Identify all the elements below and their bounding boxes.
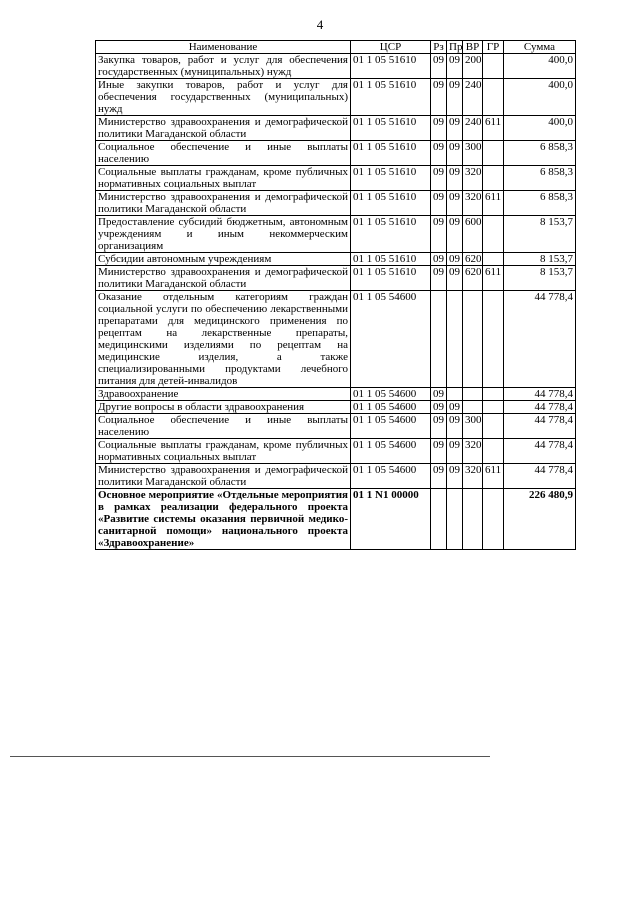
row-rz: 09	[431, 464, 447, 489]
header-name: Наименование	[96, 41, 351, 54]
row-pr: 09	[447, 116, 463, 141]
row-rz: 09	[431, 141, 447, 166]
row-pr	[447, 489, 463, 550]
row-rz: 09	[431, 414, 447, 439]
row-vr	[463, 401, 483, 414]
table-row	[96, 116, 576, 141]
row-gr	[483, 253, 504, 266]
row-sum: 6 858,3	[504, 141, 576, 166]
row-gr	[483, 141, 504, 166]
row-pr: 09	[447, 253, 463, 266]
row-sum: 44 778,4	[504, 388, 576, 401]
row-sum: 6 858,3	[504, 191, 576, 216]
row-sum: 6 858,3	[504, 166, 576, 191]
row-vr: 600	[463, 216, 483, 253]
row-gr: 611	[483, 266, 504, 291]
row-vr: 320	[463, 464, 483, 489]
row-csr: 01 1 05 51610	[351, 191, 431, 216]
row-sum: 8 153,7	[504, 253, 576, 266]
row-csr: 01 1 N1 00000	[351, 489, 431, 550]
row-name: Министерство здравоохранения и демографической политики Магаданской области	[96, 116, 351, 141]
header-csr: ЦСР	[351, 41, 431, 54]
row-vr: 620	[463, 266, 483, 291]
row-name: Основное мероприятие «Отдельные мероприятия в рамках реализации федерального проекта «Развитие системы оказания первичной медико-санитарной помощи» национального проекта «Здравоохранение»	[96, 489, 351, 550]
row-sum: 44 778,4	[504, 291, 576, 388]
row-pr: 09	[447, 266, 463, 291]
row-vr: 200	[463, 54, 483, 79]
row-pr: 09	[447, 166, 463, 191]
row-rz: 09	[431, 266, 447, 291]
table-row	[96, 291, 576, 388]
row-vr	[463, 388, 483, 401]
row-name: Субсидии автономным учреждениям	[96, 253, 351, 266]
row-name: Министерство здравоохранения и демографической политики Магаданской области	[96, 464, 351, 489]
row-name: Министерство здравоохранения и демографической политики Магаданской области	[96, 266, 351, 291]
row-sum: 226 480,9	[504, 489, 576, 550]
footer-divider	[10, 756, 490, 757]
table-row	[96, 216, 576, 253]
row-rz: 09	[431, 116, 447, 141]
row-sum: 400,0	[504, 54, 576, 79]
row-sum: 400,0	[504, 79, 576, 116]
table-row	[96, 388, 576, 401]
row-rz: 09	[431, 388, 447, 401]
row-csr: 01 1 05 51610	[351, 266, 431, 291]
row-name: Социальные выплаты гражданам, кроме публичных нормативных социальных выплат	[96, 439, 351, 464]
row-csr: 01 1 05 51610	[351, 141, 431, 166]
budget-table	[95, 40, 576, 550]
row-vr: 240	[463, 116, 483, 141]
row-pr: 09	[447, 414, 463, 439]
header-sum: Сумма	[504, 41, 576, 54]
table-row	[96, 489, 576, 550]
row-pr: 09	[447, 216, 463, 253]
row-vr: 320	[463, 191, 483, 216]
row-name: Предоставление субсидий бюджетным, автономным учреждениям и иным некоммерческим организациям	[96, 216, 351, 253]
row-csr: 01 1 05 51610	[351, 54, 431, 79]
page-number: 4	[316, 17, 324, 32]
row-name: Другие вопросы в области здравоохранения	[96, 401, 351, 414]
row-vr	[463, 489, 483, 550]
table-row	[96, 166, 576, 191]
row-csr: 01 1 05 54600	[351, 401, 431, 414]
row-pr: 09	[447, 54, 463, 79]
row-name: Здравоохранение	[96, 388, 351, 401]
table-row	[96, 141, 576, 166]
row-rz: 09	[431, 439, 447, 464]
row-vr: 620	[463, 253, 483, 266]
row-pr	[447, 388, 463, 401]
header-gr: ГР	[483, 41, 504, 54]
row-pr	[447, 291, 463, 388]
row-csr: 01 1 05 51610	[351, 166, 431, 191]
table-row	[96, 414, 576, 439]
row-rz: 09	[431, 401, 447, 414]
row-rz: 09	[431, 79, 447, 116]
row-name: Закупка товаров, работ и услуг для обеспечения государственных (муниципальных) нужд	[96, 54, 351, 79]
row-pr: 09	[447, 191, 463, 216]
row-name: Социальные выплаты гражданам, кроме публичных нормативных социальных выплат	[96, 166, 351, 191]
row-rz: 09	[431, 166, 447, 191]
row-pr: 09	[447, 464, 463, 489]
row-sum: 44 778,4	[504, 464, 576, 489]
row-gr: 611	[483, 464, 504, 489]
row-gr	[483, 166, 504, 191]
row-csr: 01 1 05 51610	[351, 216, 431, 253]
row-gr	[483, 388, 504, 401]
table-header-row	[96, 41, 576, 54]
row-gr	[483, 489, 504, 550]
row-rz: 09	[431, 216, 447, 253]
row-sum: 400,0	[504, 116, 576, 141]
row-gr	[483, 439, 504, 464]
row-gr	[483, 54, 504, 79]
row-rz: 09	[431, 253, 447, 266]
row-gr	[483, 79, 504, 116]
row-sum: 8 153,7	[504, 216, 576, 253]
row-rz: 09	[431, 191, 447, 216]
header-rz: Рз	[431, 41, 447, 54]
row-pr: 09	[447, 439, 463, 464]
row-gr	[483, 414, 504, 439]
row-sum: 44 778,4	[504, 439, 576, 464]
table-row	[96, 79, 576, 116]
row-rz	[431, 489, 447, 550]
row-vr: 300	[463, 414, 483, 439]
row-csr: 01 1 05 54600	[351, 464, 431, 489]
table-row	[96, 253, 576, 266]
row-rz: 09	[431, 54, 447, 79]
table-row	[96, 54, 576, 79]
row-sum: 8 153,7	[504, 266, 576, 291]
row-csr: 01 1 05 54600	[351, 388, 431, 401]
row-gr: 611	[483, 116, 504, 141]
header-pr: Пр	[447, 41, 463, 54]
row-csr: 01 1 05 51610	[351, 79, 431, 116]
row-vr: 320	[463, 439, 483, 464]
row-name: Социальное обеспечение и иные выплаты населению	[96, 141, 351, 166]
table-row	[96, 464, 576, 489]
row-vr: 240	[463, 79, 483, 116]
row-csr: 01 1 05 54600	[351, 291, 431, 388]
row-vr	[463, 291, 483, 388]
table-row	[96, 401, 576, 414]
table-row	[96, 191, 576, 216]
row-csr: 01 1 05 54600	[351, 439, 431, 464]
table-row	[96, 266, 576, 291]
row-csr: 01 1 05 51610	[351, 116, 431, 141]
row-vr: 300	[463, 141, 483, 166]
row-gr	[483, 291, 504, 388]
row-name: Министерство здравоохранения и демографической политики Магаданской области	[96, 191, 351, 216]
row-name: Социальное обеспечение и иные выплаты населению	[96, 414, 351, 439]
row-gr	[483, 216, 504, 253]
row-name: Оказание отдельным категориям граждан социальной услуги по обеспечению лекарственными препаратами для медицинского применения по рецептам на лекарственные препараты, медицинскими изделиями по рецептам на медицинские изделия, а также специализированными продуктами лечебного питания для детей-инвалидов	[96, 291, 351, 388]
row-pr: 09	[447, 79, 463, 116]
row-gr: 611	[483, 191, 504, 216]
row-sum: 44 778,4	[504, 414, 576, 439]
row-rz	[431, 291, 447, 388]
row-pr: 09	[447, 401, 463, 414]
row-sum: 44 778,4	[504, 401, 576, 414]
table-row	[96, 439, 576, 464]
row-pr: 09	[447, 141, 463, 166]
row-vr: 320	[463, 166, 483, 191]
row-gr	[483, 401, 504, 414]
row-csr: 01 1 05 54600	[351, 414, 431, 439]
row-name: Иные закупки товаров, работ и услуг для обеспечения государственных (муниципальных) нужд	[96, 79, 351, 116]
row-csr: 01 1 05 51610	[351, 253, 431, 266]
header-vr: ВР	[463, 41, 483, 54]
